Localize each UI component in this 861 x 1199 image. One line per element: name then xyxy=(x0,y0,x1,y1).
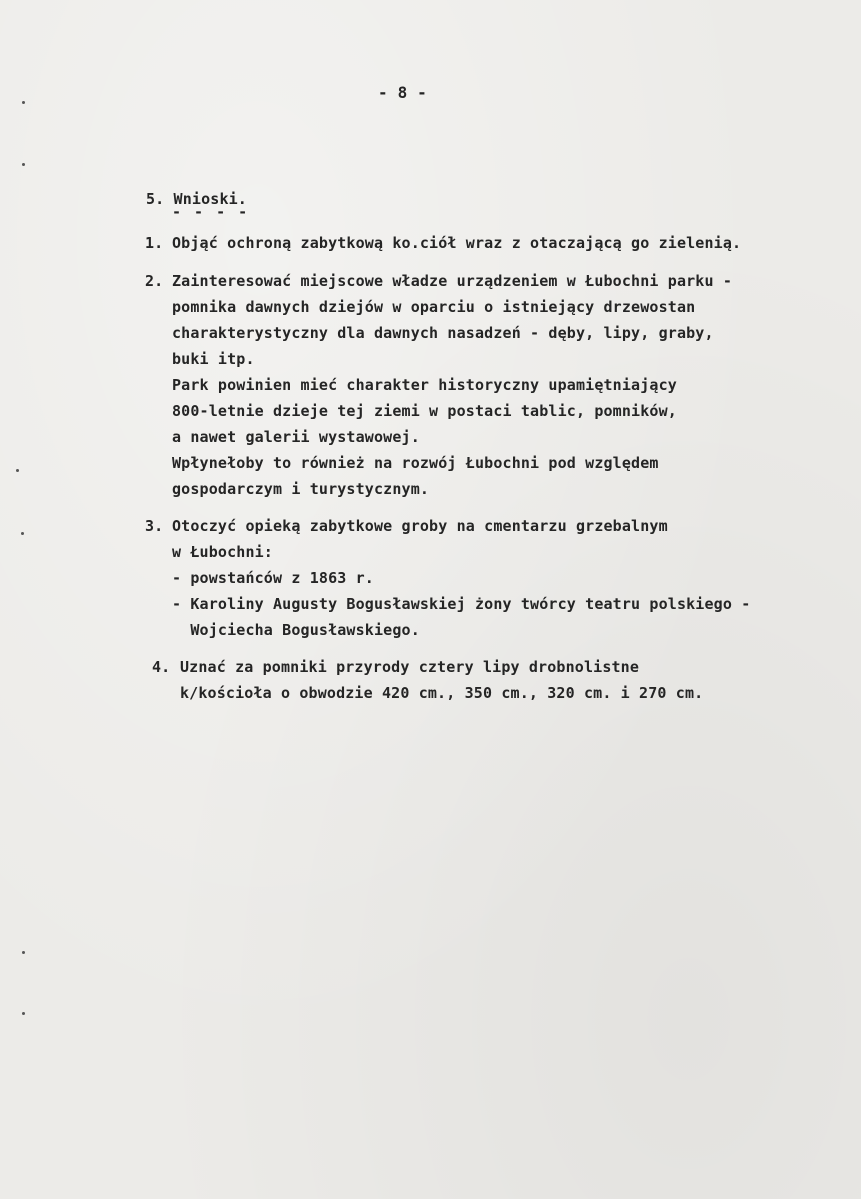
item-line: k/kościoła o obwodzie 420 cm., 350 cm., 320 cm. i 270 cm. xyxy=(180,684,704,702)
item-line: Zainteresować miejscowe władze urządzeniem w Łubochni parku - xyxy=(172,272,733,290)
item-line: Objąć ochroną zabytkową ko.ciół wraz z otaczającą go zielenią. xyxy=(172,234,742,252)
item-line: Wojciecha Bogusławskiego. xyxy=(172,621,420,639)
item-line: pomnika dawnych dziejów w oparciu o istniejący drzewostan xyxy=(172,298,696,316)
item-number: 3. xyxy=(145,517,164,535)
item-line: charakterystyczny dla dawnych nasadzeń - dęby, lipy, graby, xyxy=(172,324,714,342)
item-line: a nawet galerii wystawowej. xyxy=(172,428,420,446)
item-line: - Karoliny Augusty Bogusławskiej żony twórcy teatru polskiego - xyxy=(172,595,751,613)
margin-mark xyxy=(22,951,25,954)
margin-mark xyxy=(22,101,25,104)
margin-mark xyxy=(21,532,24,535)
item-line: Uznać za pomniki przyrody cztery lipy drobnolistne xyxy=(180,658,640,676)
margin-mark xyxy=(16,469,19,472)
section-title-underline: - - - - xyxy=(172,203,250,221)
item-number: 1. xyxy=(145,234,164,252)
page-number: - 8 - xyxy=(378,83,427,102)
item-line: Park powinien mieć charakter historyczny upamiętniający xyxy=(172,376,677,394)
item-line: gospodarczym i turystycznym. xyxy=(172,480,430,498)
item-line: Wpłynełoby to również na rozwój Łubochni pod względem xyxy=(172,454,659,472)
item-line: 800-letnie dzieje tej ziemi w postaci tablic, pomników, xyxy=(172,402,677,420)
section-title: 5. Wnioski. xyxy=(146,190,247,208)
margin-mark xyxy=(22,1012,25,1015)
item-number: 2. xyxy=(145,272,164,290)
item-line: w Łubochni: xyxy=(172,543,273,561)
item-line: buki itp. xyxy=(172,350,255,368)
item-number: 4. xyxy=(152,658,171,676)
item-line: Otoczyć opieką zabytkowe groby na cmentarzu grzebalnym xyxy=(172,517,668,535)
item-line: - powstańców z 1863 r. xyxy=(172,569,374,587)
margin-mark xyxy=(22,163,25,166)
